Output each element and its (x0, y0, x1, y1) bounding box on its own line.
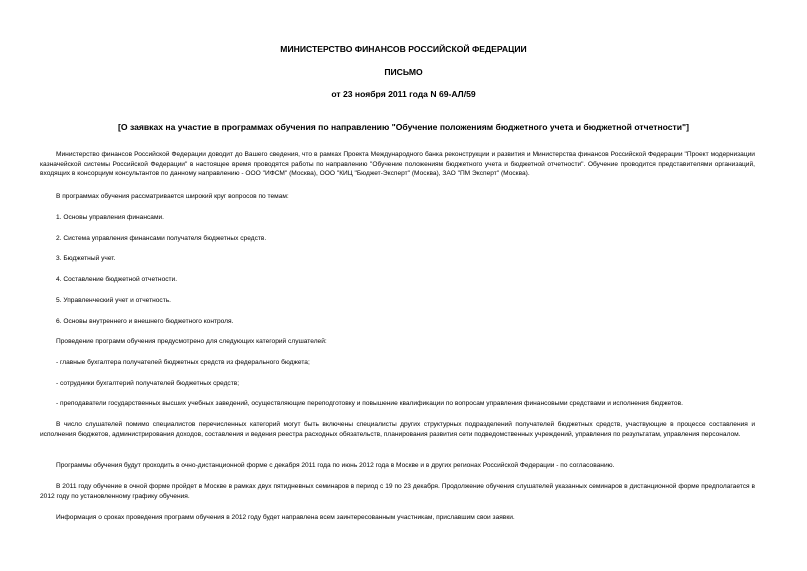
date-number-heading: от 23 ноября 2011 года N 69-АЛ/59 (331, 89, 476, 99)
year-2011-paragraph: В 2011 году обучение в очной форме пройдет в Москве в рамках двух пятидневных семинаров в период с 19 по 23 декабря. Продолжение обучения слушателей указанных семинаров в дистанционной форме предполагается в 2012 году по установленному графику обучения. (40, 483, 755, 500)
topic-item: 2. Система управления финансами получателя бюджетных средств. (56, 235, 267, 242)
topic-item: 1. Основы управления финансами. (56, 214, 165, 221)
topic-item: 3. Бюджетный учет. (56, 255, 116, 262)
schedule-paragraph: Программы обучения будут проходить в очно-дистанционной форме с декабря 2011 года по июнь 2012 года в Москве и в других регионах Российской Федерации - по согласованию. (56, 462, 615, 469)
intro-paragraph: Министерство финансов Российской Федерации доводит до Вашего сведения, что в рамках Проекта Международного банка реконструкции и развития и Министерства финансов Российской Федерации "Проект модернизации казначейской системы Российской Федерации" в настоящее время проводятся работы по направлению "Обучение положениям бюджетного учета и бюджетной отчетности". Обучение проводится представителями организаций, входящих в консорциум консультантов по данному направлению - ООО "ИФСМ" (Москва), ООО "КИЦ "Бюджет-Эксперт" (Москва), ЗАО "ПМ Эксперт" (Москва). (40, 151, 755, 178)
categories-intro-paragraph: Проведение программ обучения предусмотрено для следующих категорий слушателей: (56, 338, 327, 345)
category-item: - сотрудники бухгалтерий получателей бюджетных средств; (56, 380, 240, 387)
topic-item: 5. Управленческий учет и отчетность. (56, 297, 172, 304)
topic-item: 6. Основы внутреннего и внешнего бюджетного контроля. (56, 318, 234, 325)
ministry-heading: МИНИСТЕРСТВО ФИНАНСОВ РОССИЙСКОЙ ФЕДЕРАЦИИ (280, 44, 527, 54)
category-item: - преподаватели государственных высших учебных заведений, осуществляющие переподготовку и повышение квалификации по вопросам управления финансовыми средствами и исполнения бюджетов. (56, 400, 683, 407)
document-title: [О заявках на участие в программах обучения по направлению "Обучение положениям бюджетного учета и бюджетной отчетности"] (118, 122, 689, 132)
topic-item: 4. Составление бюджетной отчетности. (56, 276, 178, 283)
extra-listeners-paragraph: В число слушателей помимо специалистов перечисленных категорий могут быть включены специалисты других структурных подразделений получателей бюджетных средств, участвующие в процессе составления и исполнения бюджетов, администрирования доходов, составления и ведения реестра расходных обязательств, планирования развития сети подведомственных учреждений, управления по результатам, управления персоналом. (40, 421, 755, 438)
category-item: - главные бухгалтера получателей бюджетных средств из федерального бюджета; (56, 359, 310, 366)
info-2012-paragraph: Информация о сроках проведения программ обучения в 2012 году будет направлена всем заинтересованным участникам, приславшим свои заявки. (56, 514, 515, 521)
topics-intro-paragraph: В программах обучения рассматривается широкий круг вопросов по темам: (56, 193, 289, 200)
document-type-heading: ПИСЬМО (384, 67, 423, 77)
